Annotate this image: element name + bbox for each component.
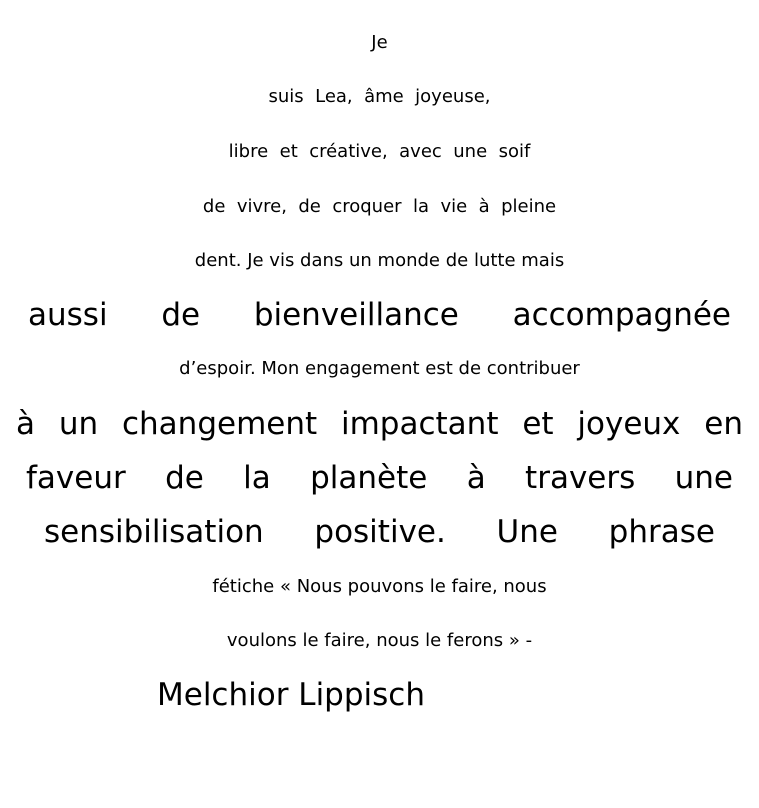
quote-author: Melchior Lippisch [157,677,425,713]
word: bienveillance [253,297,459,333]
text-line-2: suis Lea, âme joyeuse, [268,86,491,107]
word: la [243,460,271,496]
word: en [704,406,743,442]
text-line-7: d’espoir. Mon engagement est de contribuer [179,358,580,379]
word: travers [525,460,636,496]
word: de [161,297,201,333]
text-line-5: dent. Je vis dans un monde de lutte mais [194,250,565,271]
word: accompagnée [512,297,731,333]
text-line-10 [44,505,715,559]
text-line-9 [26,451,733,505]
text-line-3: libre et créative, avec une soif [228,141,531,162]
word: de [165,460,204,496]
text-line-12: voulons le faire, nous le ferons » - [226,630,533,651]
word: un [58,406,99,442]
word: Une [496,514,558,550]
word: planète [310,460,428,496]
text-line-1: Je [371,32,388,53]
word: à [16,406,35,442]
word: positive. [314,514,446,550]
word: impactant [341,406,499,442]
word: aussi [28,297,108,333]
word: faveur [26,460,126,496]
text-line-8 [16,397,743,451]
word: joyeux [577,406,681,442]
word: une [674,460,733,496]
word: à [466,460,486,496]
text-line-4: de vivre, de croquer la vie à pleine [202,196,557,217]
word: phrase [608,514,715,550]
text-line-6 [28,288,731,342]
word: et [522,406,554,442]
word: changement [121,406,318,442]
word: sensibilisation [44,514,264,550]
text-line-11: fétiche « Nous pouvons le faire, nous [212,576,547,597]
